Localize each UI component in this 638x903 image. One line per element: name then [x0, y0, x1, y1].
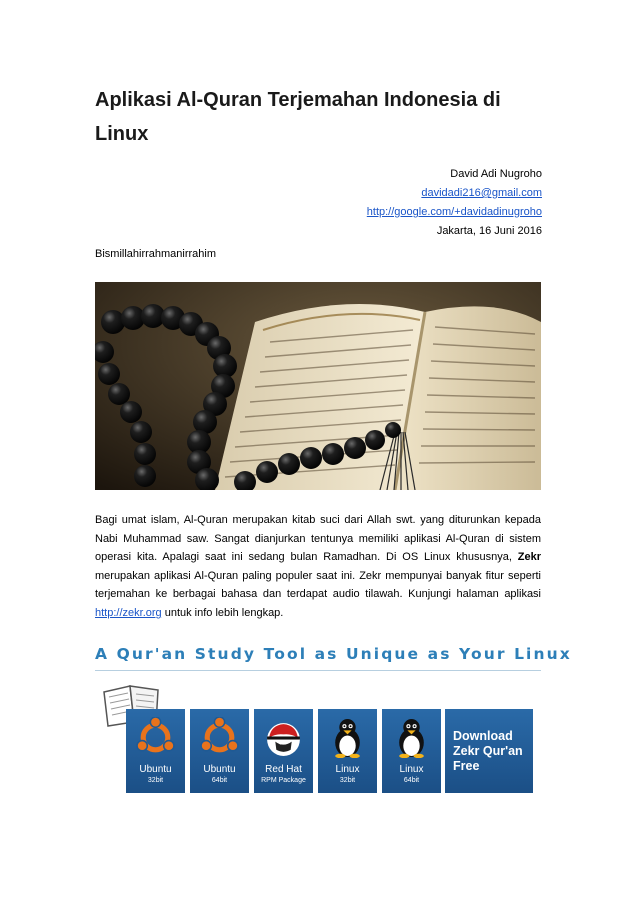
- author-block: [367, 165, 542, 241]
- ubuntu-icon: [199, 717, 240, 758]
- place-date: Jakarta, 16 Juni 2016: [436, 225, 542, 237]
- paragraph-text: untuk info lebih lengkap.: [161, 606, 284, 619]
- redhat-shadowman-icon: [263, 717, 304, 758]
- tile-title: Ubuntu: [139, 764, 172, 775]
- zekr-link[interactable]: http://zekr.org: [95, 606, 162, 619]
- tile-title: Red Hat: [265, 764, 302, 775]
- author-profile-link[interactable]: http://google.com/+davidadinugroho: [366, 206, 542, 218]
- tile-title: Ubuntu: [203, 764, 236, 775]
- tile-title: Linux: [335, 764, 360, 775]
- tux-penguin-icon: [391, 717, 432, 758]
- download-ubuntu-64bit-button[interactable]: [190, 709, 249, 793]
- download-zekr-button[interactable]: [445, 709, 533, 793]
- quran-tasbih-image: [95, 282, 541, 490]
- download-line-1: Download: [453, 729, 513, 743]
- greeting: Bismillahirrahmanirrahim: [95, 248, 217, 260]
- tile-subtitle: RPM Package: [261, 777, 306, 784]
- download-line-3: Free: [453, 759, 480, 773]
- author-email-link[interactable]: davidadi216@gmail.com: [421, 187, 542, 199]
- download-line-2: Zekr Qur'an: [453, 744, 523, 758]
- ubuntu-icon: [135, 717, 176, 758]
- tile-subtitle: 64bit: [211, 777, 228, 784]
- tile-subtitle: 32bit: [147, 777, 164, 784]
- tux-penguin-icon: [327, 717, 368, 758]
- download-ubuntu-32bit-button[interactable]: [126, 709, 185, 793]
- banner-divider: [95, 670, 541, 671]
- tile-subtitle: 64bit: [403, 777, 420, 784]
- zekr-bold: Zekr: [517, 551, 541, 564]
- download-redhat-rpm-button[interactable]: [254, 709, 313, 793]
- banner-headline: A Qur'an Study Tool as Unique as Your Linux: [95, 645, 572, 663]
- author-name: David Adi Nugroho: [450, 168, 542, 180]
- quran-tasbih-illustration: [95, 282, 541, 490]
- paragraph-text: merupakan aplikasi Al-Quran paling populer saat ini. Zekr mempunyai banyak fitur seperti terjemahan ke berbagai bahasa dan terdapat audio tilawah. Kunjungi halaman aplikasi: [95, 569, 541, 601]
- tile-title: Linux: [399, 764, 424, 775]
- paragraph-text: Bagi umat islam, Al-Quran merupakan kitab suci dari Allah swt. yang diturunkan kepada Nabi Muhammad saw. Sangat dianjurkan tentunya memiliki aplikasi Al-Quran di sistem operasi kita. Apalagi saat ini sedang bulan Ramadhan. Di OS Linux khususnya,: [95, 514, 541, 564]
- document-title: Aplikasi Al-Quran Terjemahan Indonesia di Linux: [95, 89, 501, 145]
- tile-subtitle: 32bit: [339, 777, 356, 784]
- download-linux-64bit-button[interactable]: [382, 709, 441, 793]
- intro-paragraph: [95, 511, 541, 623]
- download-linux-32bit-button[interactable]: [318, 709, 377, 793]
